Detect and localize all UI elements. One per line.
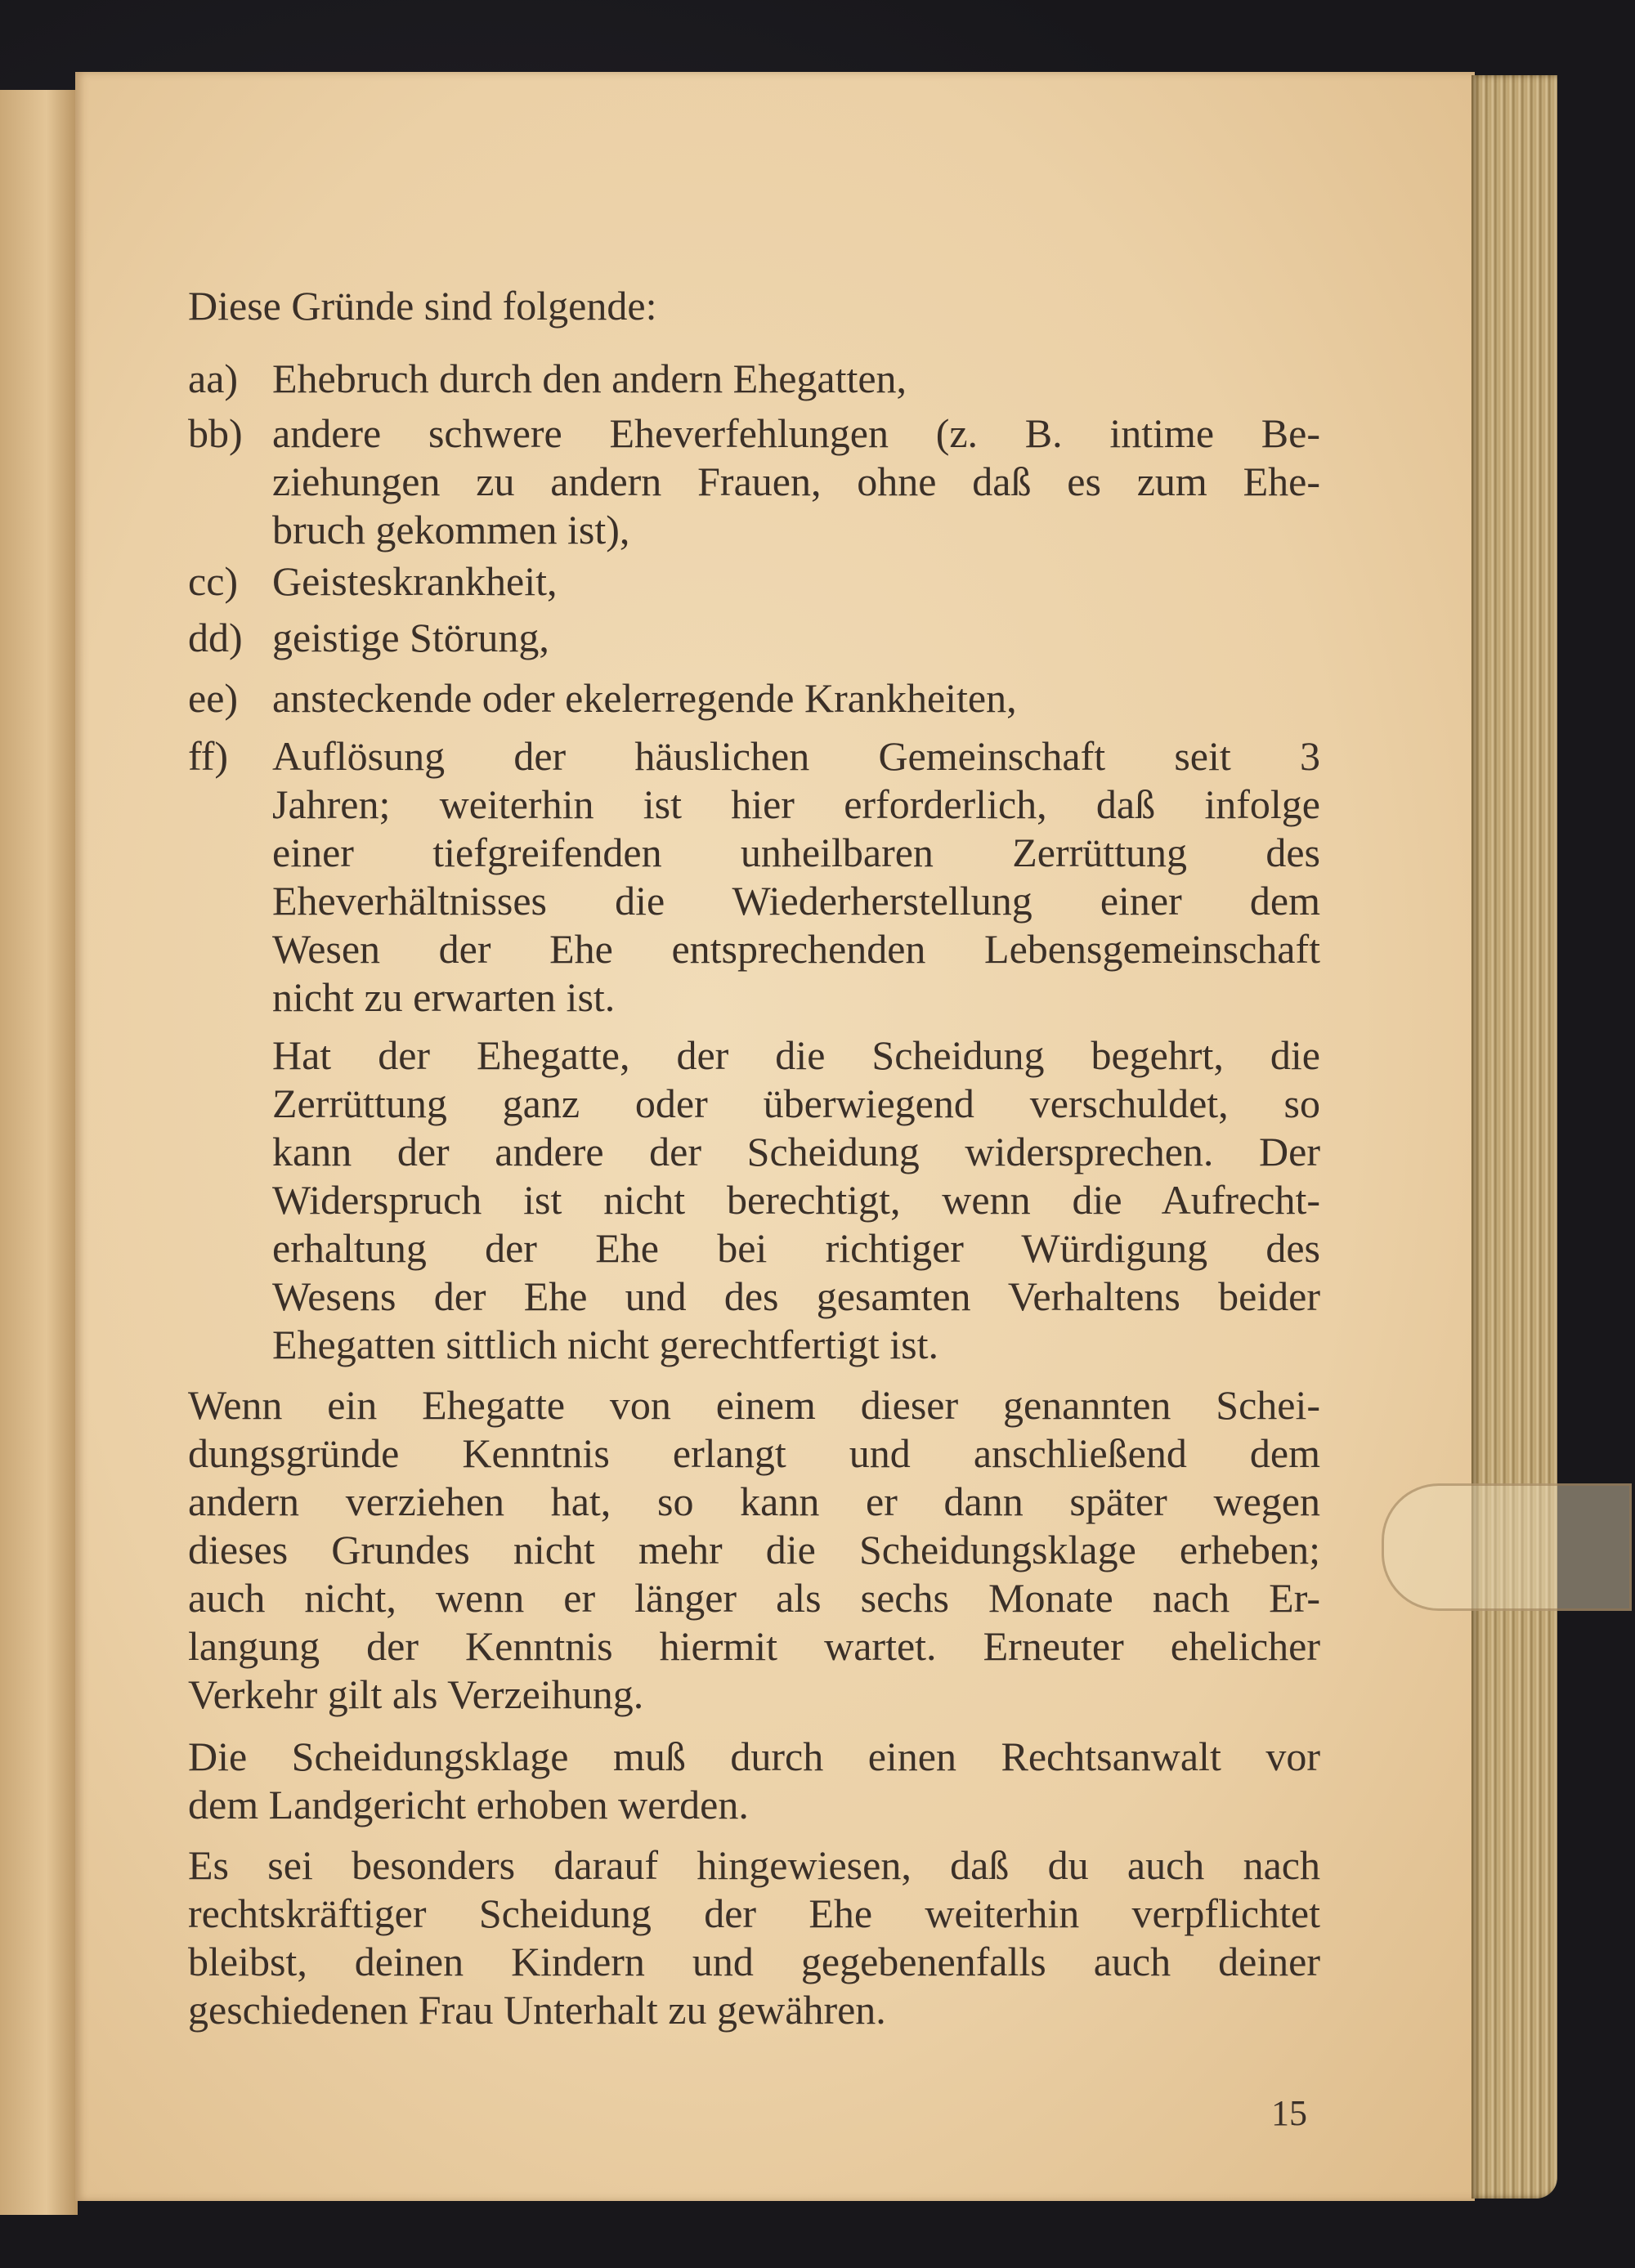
text-line: Es sei besonders darauf hingewiesen, daß du auch nach <box>188 1842 1320 1888</box>
list-item-label: ff) <box>188 733 229 779</box>
text-line: geistige Störung, <box>272 615 549 660</box>
text-line: Ehegatten sittlich nicht gerechtfertigt ist. <box>272 1322 939 1367</box>
text-line: einer tiefgreifenden unheilbaren Zerrüttung des <box>272 830 1320 875</box>
list-item-label: cc) <box>188 558 239 604</box>
page-fore-edge <box>1472 75 1557 2199</box>
list-item-label: aa) <box>188 356 239 401</box>
text-line: Widerspruch ist nicht berechtigt, wenn die Aufrecht- <box>272 1177 1320 1223</box>
text-line: andern verziehen hat, so kann er dann später wegen <box>188 1478 1320 1524</box>
paragraph <box>188 1841 1320 2034</box>
text-line: langung der Kenntnis hiermit wartet. Erneuter ehelicher <box>188 1623 1320 1669</box>
text-line: erhaltung der Ehe bei richtiger Würdigung des <box>272 1225 1320 1271</box>
text-line: Zerrüttung ganz oder überwiegend verschuldet, so <box>272 1080 1320 1126</box>
left-page-edge <box>0 90 78 2215</box>
text-line: dungsgründe Kenntnis erlangt und anschließend dem <box>188 1430 1320 1476</box>
text-line: dem Landgericht erhoben werden. <box>188 1782 749 1827</box>
text-line: nicht zu erwarten ist. <box>272 974 616 1020</box>
paragraph <box>188 1381 1320 1719</box>
paragraph <box>188 1733 1320 1829</box>
list-item-label: dd) <box>188 615 243 660</box>
text-line: geschiedenen Frau Unterhalt zu gewähren. <box>188 1987 886 2033</box>
text-line: Ehebruch durch den andern Ehegatten, <box>272 356 907 401</box>
text-line: Verkehr gilt als Verzeihung. <box>188 1671 644 1717</box>
text-line: dieses Grundes nicht mehr die Scheidungsklage erheben; <box>188 1527 1320 1572</box>
text-line: ziehungen zu andern Frauen, ohne daß es zum Ehe- <box>272 459 1320 504</box>
text-line: Hat der Ehegatte, der die Scheidung begehrt, die <box>272 1032 1320 1078</box>
text-line: rechtskräftiger Scheidung der Ehe weiterhin verpflichtet <box>188 1890 1320 1936</box>
text-line: Geisteskrankheit, <box>272 558 558 604</box>
text-line: Wesens der Ehe und des gesamten Verhaltens beider <box>272 1273 1320 1319</box>
list-item-label: bb) <box>188 410 243 456</box>
text-line: Jahren; weiterhin ist hier erforderlich, daß infolge <box>272 781 1320 827</box>
text-line: Eheverhältnisses die Wiederherstellung einer dem <box>272 878 1320 924</box>
bookmark-tab <box>1382 1483 1632 1611</box>
text-line: ansteckende oder ekelerregende Krankheiten, <box>272 675 1017 721</box>
text-line: Wenn ein Ehegatte von einem dieser genannten Schei- <box>188 1382 1320 1428</box>
text-line: bleibst, deinen Kindern und gegebenenfalls auch deiner <box>188 1939 1320 1984</box>
text-line: Wesen der Ehe entsprechenden Lebensgemeinschaft <box>272 926 1320 972</box>
page-number: 15 <box>1271 2093 1307 2133</box>
text-line: andere schwere Eheverfehlungen (z. B. intime Be- <box>272 410 1320 456</box>
text-line: kann der andere der Scheidung widersprechen. Der <box>272 1129 1320 1174</box>
text-line: auch nicht, wenn er länger als sechs Monate nach Er- <box>188 1575 1320 1621</box>
list-item-label: ee) <box>188 675 239 721</box>
heading: Diese Gründe sind folgende: <box>188 283 657 329</box>
text-line: Auflösung der häuslichen Gemeinschaft seit 3 <box>272 733 1320 779</box>
text-line: bruch gekommen ist), <box>272 507 630 552</box>
text-line: Die Scheidungsklage muß durch einen Rechtsanwalt vor <box>188 1733 1320 1779</box>
